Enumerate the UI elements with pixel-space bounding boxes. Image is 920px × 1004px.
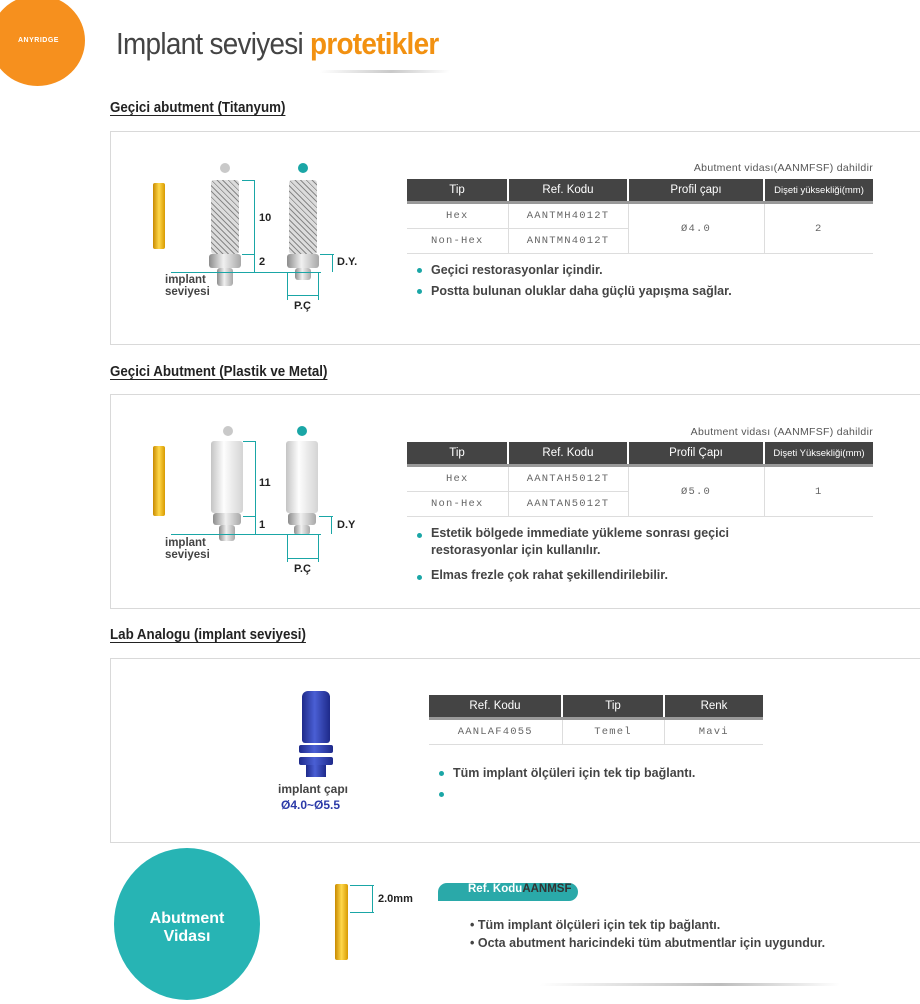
- feature-item: Tüm implant ölçüleri için tek tip bağlantı.: [439, 763, 695, 784]
- ref-code-label: Ref. Kodu: [468, 883, 523, 895]
- dy-dimension-label: D.Y.: [337, 256, 358, 268]
- bottom-decoration: [539, 983, 841, 986]
- col-header: Tip: [407, 442, 508, 466]
- feature-item: • Tüm implant ölçüleri için tek tip bağlantı.: [470, 918, 721, 932]
- badge-line: Abutment: [149, 910, 225, 927]
- dim-line: [243, 441, 255, 442]
- cell-height: 2: [764, 203, 873, 254]
- label-line: implant: [165, 274, 206, 286]
- abutment-screw-image: [153, 446, 165, 516]
- dim-line: [350, 912, 374, 913]
- dim-line: [254, 180, 255, 272]
- implant-diameter-caption: implant çapı: [278, 782, 349, 796]
- ref-code-pill: [438, 883, 578, 901]
- screw-feature-list: [470, 916, 825, 952]
- abutment-collar: [209, 254, 241, 268]
- col-header: Dişeti Yüksekliği(mm): [764, 442, 873, 466]
- feature-item: • Octa abutment haricindeki tüm abutmentlar için uygundur.: [470, 936, 826, 950]
- section-box-plastic-metal: [110, 394, 920, 609]
- dim-line: [318, 272, 319, 300]
- implant-level-line: [171, 272, 321, 273]
- col-header: Renk: [664, 695, 763, 719]
- cell-ref: AANTMH4012T: [508, 203, 628, 229]
- col-header: Tip: [407, 179, 508, 203]
- title-underline-decoration: [319, 70, 451, 73]
- dim-line: [332, 254, 333, 272]
- brand-logo-text: ANYRIDGE: [18, 37, 59, 44]
- feature-item: Geçici restorasyonlar içindir.: [417, 260, 732, 281]
- feature-list: [417, 525, 729, 584]
- dim-line: [350, 885, 374, 886]
- nonhex-indicator-dot: [298, 163, 308, 173]
- cell-profile: Ø5.0: [628, 466, 764, 517]
- implant-diameter-range: Ø4.0~Ø5.5: [281, 798, 341, 812]
- dim-line: [331, 516, 332, 534]
- cell-ref: ANNTMN4012T: [508, 229, 628, 254]
- feature-item-continued: restorasyonlar için kullanılır.: [431, 543, 601, 557]
- cell-tip: Temel: [562, 719, 664, 745]
- table-header-row: [429, 695, 763, 719]
- gingiva-dimension: 1: [259, 519, 266, 531]
- label-line: seviyesi: [165, 549, 210, 561]
- badge-line: Vidası: [163, 928, 211, 945]
- title-plain: Implant seviyesi: [116, 26, 310, 61]
- cell-profile: Ø4.0: [628, 203, 764, 254]
- pc-dimension-label: P.Ç: [294, 300, 311, 312]
- feature-item: Estetik bölgede immediate yükleme sonrası geçici: [417, 525, 729, 542]
- gingiva-dimension: 2: [259, 256, 266, 268]
- titanium-abutment-hex-image: [211, 180, 239, 254]
- height-dimension: 10: [259, 212, 272, 224]
- title-highlight: protetikler: [309, 26, 439, 61]
- cell-tip: Hex: [407, 203, 508, 229]
- feature-item: Elmas frezle çok rahat şekillendirilebilir.: [417, 567, 729, 584]
- abutment-nonhex-base: [295, 268, 311, 280]
- feature-item-empty: [439, 784, 695, 805]
- dim-line: [242, 254, 254, 255]
- dy-dimension-label: D.Y: [337, 519, 356, 531]
- hex-indicator-dot: [220, 163, 230, 173]
- implant-level-label: [165, 274, 210, 298]
- section-box-titanium: [110, 131, 920, 345]
- section-title-plastic-metal: Geçici Abutment (Plastik ve Metal): [110, 364, 328, 380]
- section-title-lab-analog: Lab Analogu (implant seviyesi): [110, 627, 306, 643]
- dim-line: [287, 558, 318, 559]
- screw-included-note: Abutment vidası (AANMFSF) dahildir: [690, 426, 873, 438]
- cell-tip: Hex: [407, 466, 508, 492]
- table-row: [407, 203, 873, 229]
- table-header-row: [407, 179, 873, 203]
- abutment-collar: [213, 513, 241, 525]
- table-header-row: [407, 442, 873, 466]
- feature-list: [417, 260, 732, 302]
- abutment-collar: [287, 254, 319, 268]
- titanium-abutment-nonhex-image: [289, 180, 317, 254]
- height-dimension: 11: [259, 477, 271, 489]
- ref-code-value: AANMSF: [522, 883, 572, 895]
- label-line: implant: [165, 537, 206, 549]
- nonhex-indicator-dot: [297, 426, 307, 436]
- lab-analog-ring: [299, 757, 333, 765]
- lab-analog-base: [306, 765, 326, 777]
- feature-item: Postta bulunan oluklar daha güçlü yapışma sağlar.: [417, 281, 732, 302]
- cell-ref: AANTAN5012T: [508, 492, 628, 517]
- plastic-abutment-hex-image: [211, 441, 243, 513]
- implant-level-line: [171, 534, 321, 535]
- plastic-abutment-nonhex-image: [286, 441, 318, 513]
- lab-analog-ring: [299, 745, 333, 753]
- hex-indicator-dot: [223, 426, 233, 436]
- table-row: [407, 466, 873, 492]
- cell-ref: AANTAH5012T: [508, 466, 628, 492]
- spec-table: [429, 695, 763, 745]
- screw-head-dimension: 2.0mm: [378, 893, 413, 905]
- cell-height: 1: [764, 466, 873, 517]
- col-header: Ref. Kodu: [429, 695, 562, 719]
- abutment-hex-base: [217, 268, 233, 286]
- dim-line: [243, 516, 255, 517]
- cell-tip: Non-Hex: [407, 229, 508, 254]
- col-header: Tip: [562, 695, 664, 719]
- page-title: [116, 26, 439, 62]
- abutment-screw-large-image: [335, 884, 348, 960]
- abutment-screw-badge: [114, 848, 260, 1000]
- col-header: Dişeti yüksekliği(mm): [764, 179, 873, 203]
- cell-ref: AANLAF4055: [429, 719, 562, 745]
- dim-line: [287, 295, 318, 296]
- abutment-collar: [288, 513, 316, 525]
- screw-included-note: Abutment vidası(AANMFSF) dahildir: [693, 162, 873, 174]
- col-header: Profil çapı: [628, 179, 764, 203]
- table-row: [429, 719, 763, 745]
- cell-tip: Non-Hex: [407, 492, 508, 517]
- dim-line: [318, 534, 319, 562]
- dim-line: [242, 180, 254, 181]
- col-header: Ref. Kodu: [508, 442, 628, 466]
- label-line: seviyesi: [165, 286, 210, 298]
- abutment-hex-base: [219, 525, 235, 541]
- feature-list: [439, 763, 695, 805]
- pc-dimension-label: P.Ç: [294, 563, 311, 575]
- lab-analog-image: [302, 691, 330, 743]
- cell-color: Mavi: [664, 719, 763, 745]
- implant-level-label: [165, 537, 210, 561]
- spec-table: [407, 442, 873, 517]
- section-box-lab-analog: [110, 658, 920, 843]
- dim-line: [255, 441, 256, 535]
- dim-line: [372, 885, 373, 912]
- spec-table: [407, 179, 873, 254]
- abutment-screw-image: [153, 183, 165, 249]
- col-header: Ref. Kodu: [508, 179, 628, 203]
- section-title-titanium: Geçici abutment (Titanyum): [110, 100, 286, 116]
- col-header: Profil Çapı: [628, 442, 764, 466]
